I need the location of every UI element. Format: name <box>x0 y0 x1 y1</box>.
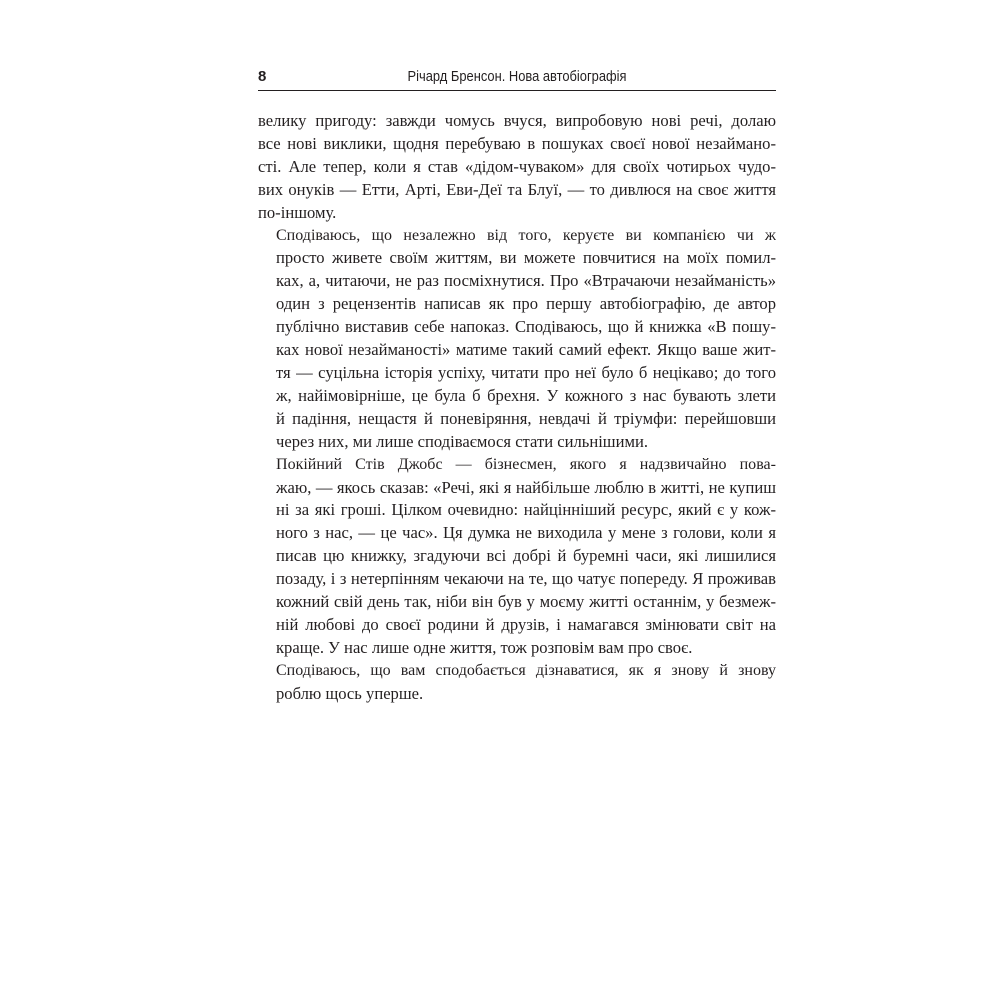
text-line: вих онуків — Етти, Арті, Еви-Деї та Блуї, — то дивлюся на своє життя <box>258 179 776 199</box>
paragraph-1 <box>258 110 776 225</box>
page-number: 8 <box>258 68 267 85</box>
text-line: ні за які гроші. Цілком очевидно: найцінніший ресурс, який є у кож- <box>276 500 776 520</box>
paragraph-3 <box>258 454 776 660</box>
text-line: ках нової незайманості» матиме такий самий ефект. Якщо ваше жит- <box>276 340 776 360</box>
text-line: позаду, і з нетерпінням чекаючи на те, що чатує попереду. Я проживав <box>276 569 776 589</box>
text-line: краще. У нас лише одне життя, тож розповім вам про своє. <box>276 637 693 657</box>
text-line: один з рецензентів написав як про першу автобіографію, де автор <box>276 294 776 314</box>
text-line: писав цю книжку, згадуючи всі добрі й буремні часи, які лишилися <box>276 546 776 566</box>
running-header <box>258 66 776 91</box>
text-line: й падіння, нещастя й поневіряння, невдачі й тріумфи: перейшовши <box>276 408 776 428</box>
text-line: по-іншому. <box>258 202 337 222</box>
text-line: Сподіваюсь, що вам сподобається дізнаватися, як я знову й знову <box>276 661 776 679</box>
running-title: Річард Бренсон. Нова автобіографія <box>407 68 627 85</box>
paragraph-2 <box>258 225 776 454</box>
text-line: ній любові до своєї родини й друзів, і намагався змінювати світ на <box>276 614 776 634</box>
paragraph-4 <box>258 660 776 706</box>
text-line: сті. Але тепер, коли я став «дідом-чуваком» для своїх чотирьох чудо- <box>258 156 776 176</box>
text-line: жаю, — якось сказав: «Речі, які я найбільше люблю в житті, не купиш <box>276 477 776 497</box>
text-line: все нові виклики, щодня перебуваю в пошуках своєї нової незаймано- <box>258 133 776 153</box>
text-line: ного з нас, — це час». Ця думка не виходила у мене з голови, коли я <box>276 523 776 543</box>
text-line: публічно виставив себе напоказ. Сподіваюсь, що й книжка «В пошу- <box>276 317 776 337</box>
text-line: кожний свій день так, ніби він був у моєму житті останнім, у безмеж- <box>276 592 776 612</box>
text-line: велику пригоду: завжди чомусь вчуся, випробовую нові речі, долаю <box>258 111 776 130</box>
text-line: просто живете своїм життям, ви можете повчитися на моїх помил- <box>276 248 776 268</box>
text-line: тя — суцільна історія успіху, читати про неї було б нецікаво; до того <box>276 362 776 382</box>
body-text <box>258 110 776 706</box>
text-line: Сподіваюсь, що незалежно від того, керуєте ви компанією чи ж <box>276 226 776 244</box>
text-line: ках, а, читаючи, не раз посміхнутися. Про «Втрачаючи незайманість» <box>276 271 776 291</box>
text-line: роблю щось уперше. <box>276 683 424 703</box>
text-line: через них, ми лише сподіваємося стати сильнішими. <box>276 431 648 451</box>
text-line: Покійний Стів Джобс — бізнесмен, якого я надзвичайно пова- <box>276 455 776 473</box>
text-line: ж, найімовірніше, це була б брехня. У кожного з нас бувають злети <box>276 385 776 405</box>
